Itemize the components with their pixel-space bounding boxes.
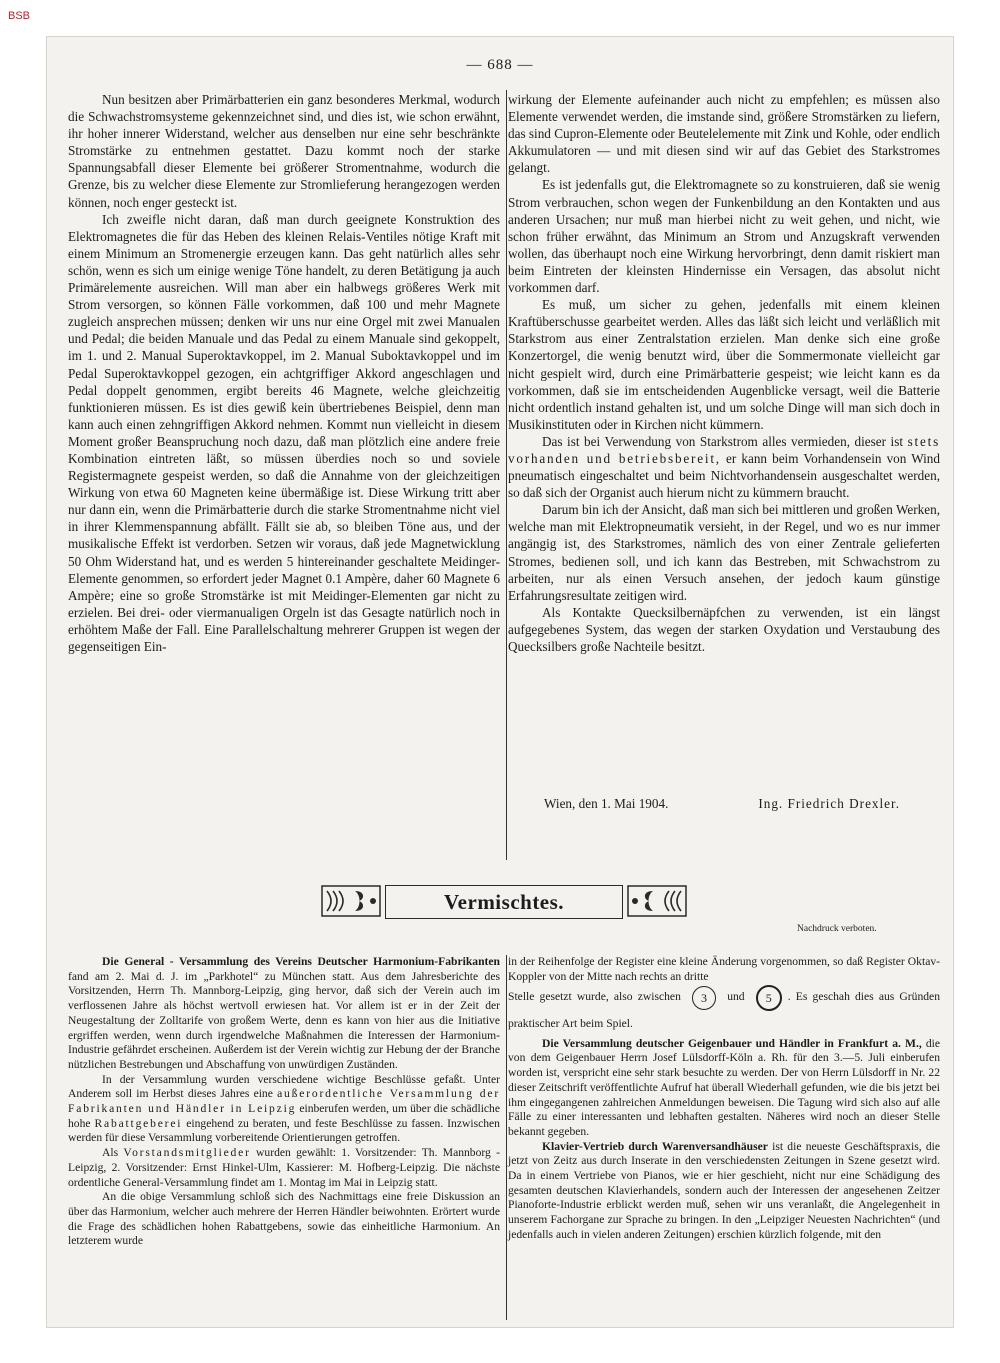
register-number-circle: 3 bbox=[692, 986, 716, 1010]
text-run: In der Versammlung wurden verschiedene wichtige Beschlüsse gefaßt. Unter Anderem soll im Herbst dieses Jahres eine bbox=[68, 1072, 500, 1101]
news-item bbox=[508, 1140, 940, 1243]
text-run: wurden gewählt: 1. Vorsitzender: Th. Mannborg - Leipzig, 2. Vorsitzender: Ernst Hinkel-Ulm, Kassierer: M. Hofberg-Leipzig. Die nächste ordentliche General-Versammlung findet am 1. Montag im Mai in Leipzig statt. bbox=[68, 1146, 500, 1189]
ornament-right-icon bbox=[627, 885, 687, 917]
page-number: — 688 — bbox=[466, 57, 534, 73]
article-paragraph bbox=[508, 433, 940, 501]
text-run: eingehend zu beraten, und feste Beschlüsse zu fassen. Inzwischen werden für diese Versammlung vorbereitende Orientierungen getroffen. bbox=[68, 1116, 500, 1145]
section-title: Vermischtes. bbox=[443, 890, 565, 914]
news-item bbox=[508, 1037, 940, 1140]
article-left-column bbox=[68, 91, 500, 655]
text-run: die von dem Geigenbauer Herrn Josef Lülsdorff-Köln a. Rh. für den 3.—5. Juli einberufen worden ist, verspricht eine sehr stark besuchte zu werden. Der von Herrn Lülsdorff in Nr. 22 dieser Zeitschrift veröffentlichte Aufruf hat überall Wiederhall gefunden, wie die bis jetzt bei ihm eingegangenen zahlreichen Anmeldungen beweisen. Die Tagung wird sich also auf alle Fälle zu einer interessanten und lebhaften gestalten. Näheres wird noch an dieser Stelle bekannt gegeben. bbox=[508, 1036, 941, 1138]
column-divider bbox=[506, 955, 507, 1320]
register-number-circle: 5 bbox=[756, 985, 782, 1011]
spaced-emphasis: Vorstandsmitglieder bbox=[123, 1146, 251, 1160]
article-right-column bbox=[508, 91, 940, 655]
reprint-notice: Nachdruck verboten. bbox=[797, 924, 877, 934]
text-run: Stelle gesetzt wurde, also zwischen bbox=[508, 990, 681, 1004]
news-item: An die obige Versammlung schloß sich des Nachmittags eine freie Diskussion an über das Harmonium, welcher auch mehrere der Herren Händler beiwohnten. Erörtert wurde die Frage des schädlichen hohen Rabattgebens, sowie das einheitliche Harmonium. An letzterem wurde bbox=[68, 1190, 500, 1248]
spaced-emphasis: stets vorhanden und betriebsbereit, bbox=[508, 433, 941, 466]
news-headline: Klavier-Vertrieb durch Warenversandhäuser bbox=[542, 1139, 768, 1153]
section-header bbox=[315, 885, 693, 919]
ornament-left-icon bbox=[321, 885, 381, 917]
signature-author: Ing. Friedrich Drexler. bbox=[758, 796, 900, 811]
text-run: und bbox=[727, 990, 745, 1004]
spaced-emphasis: Rabattgeberei bbox=[94, 1116, 183, 1130]
article-paragraph: Es ist jedenfalls gut, die Elektromagnete so zu konstruieren, daß sie wenig Strom verbrauchen, schon wegen der Funkenbildung an den Kontakten und aus anderen Ursachen; nur muß man hierbei nicht zu weit gehen, und nicht, wie schon früher erwähnt, das Minimum an Strom und Anzugskraft verwenden wollen, das überhaupt noch eine Wirkung hervorbringt, denn damit riskiert man beim Eintreten der kleinsten Hindernisse ein Versagen, das absolut nicht vorkommen darf. bbox=[508, 177, 940, 296]
signature-date: Wien, den 1. Mai 1904. bbox=[544, 796, 669, 811]
news-headline: Die General - Versammlung des Vereins Deutscher Harmonium-Fabrikanten bbox=[102, 955, 500, 968]
article-paragraph: Nun besitzen aber Primärbatterien ein ganz besonderes Merkmal, wodurch die Schwachstromsysteme gekennzeichnet sind, und dies ist, wie schon erwähnt, ihr hoher innerer Widerstand, welcher aus denselben nur eine sehr beschränkte Stromstärke zu entnehmen gestattet. Dazu kommt noch der starke Spannungsabfall dieser Elemente bei größerer Stromentnahme, wodurch die Grenze, bis zu welcher diese Elemente zur Stromlieferung herangezogen werden können, noch enger gesteckt ist. bbox=[68, 92, 500, 210]
news-headline: Die Versammlung deutscher Geigenbauer und Händler in Frankfurt a. M., bbox=[542, 1036, 922, 1050]
news-item bbox=[68, 1146, 500, 1190]
news-item bbox=[68, 955, 500, 1073]
article-paragraph: Es muß, um sicher zu gehen, jedenfalls mit einem kleinen Kraftüberschusse gearbeitet werden. Alles das läßt sich leicht und verläßlich mit Starkstrom aus einer Zentralstation erzielen. Man denke sich eine große Konzertorgel, die wenig benutzt wird, über die Sommermonate vielleicht gar nicht gespielt wird, durch eine Primärbatterie gespeist; wie leicht kann es da vorkommen, daß sie im entscheidenden Augenblicke versagt, weil die Batterie nicht ordentlich instand gehalten ist, und um solche Dinge will man sich doch in Musikinstituten oder in Kirchen nicht kümmern. bbox=[508, 297, 940, 432]
newspaper-page bbox=[46, 36, 954, 1328]
article-paragraph: Ich zweifle nicht daran, daß man durch geeignete Konstruktion des Elektromagnetes die für das Heben des kleinen Relais-Ventiles nötige Kraft mit einem Minimum an Stromenergie erzeugen kann. Das geht natürlich alles sehr schön, wenn es sich um einige wenige Töne handelt, zu deren Betätigung ja auch Primärelemente ausreichen. Will man aber ein halbwegs größeres Werk mit Strom versorgen, so können Fälle vorkommen, daß 100 und mehr Magnete zugleich ansprechen müssen; denken wir uns nur eine Orgel mit zwei Manualen und Pedal; die beiden Manuale und das Pedal zu einem Manuale sind gekoppelt, im 1. und 2. Manual Superoktavkoppel, im 2. Manual Suboktavkoppel und im Pedal Superoktavkoppel gezogen, ein achtgriffiger Akkord angeschlagen und Pedal doppelt genommen, ergibt bereits 46 Magnete, welche gleichzeitig funktionieren müssen. Es ist dies gewiß kein übertriebenes Beispiel, denn man kann auch einen zehngriffigen Akkord nehmen. Kommt nun vielleicht in diesem Moment großer Beanspruchung noch dazu, daß man plötzlich eine andere freie Kombination eintreten läßt, so müssen überdies noch so und soviele Registermagnete gespeist werden, so daß die Annahme von der gleichzeitigen Wirkung von etwa 60 Magneten keine übermäßige ist. Diese Wirkung tritt aber nur dann ein, wenn die Primärbatterie durch die starke Stromentnahme nicht viel in ihrer Klemmenspannung abfällt. Fällt sie ab, so bleiben Töne aus, und der musikalische Effekt ist verdorben. Setzen wir voraus, daß jede Magnetwicklung 50 Ohm Widerstand hat, und es werden 5 hintereinander geschaltete Meidinger-Elemente genommen, so erfordert jeder Magnet 0.1 Ampère, daher 60 Magnete 6 Ampère; eine so große Stromstärke ist mit Meidinger-Elementen gar nicht zu erzielen. Bei drei- oder viermanualigen Orgeln ist das Gesagte natürlich noch in erhöhtem Maße der Fall. Eine Parallelschaltung mehrerer Gruppen ist wegen der gegenseitigen Ein- bbox=[68, 211, 500, 654]
news-item: in der Reihenfolge der Register eine kleine Änderung vorgenommen, so daß Register Oktav-Koppler von der Mitte nach rechts an dritte bbox=[508, 955, 940, 983]
article-paragraph: wirkung der Elemente aufeinander auch nicht zu empfehlen; es müssen also Elemente verwendet werden, die imstande sind, größere Stromstärken zu liefern, das sind Cupron-Elemente oder Beutelelemente mit Zink und Kohle, oder endlich Akkumulatoren — und mit diesen sind wir auf das Gebiet des Starkstromes gelangt. bbox=[508, 92, 940, 176]
spaced-emphasis: außerordentliche Versammlung der Fabrikanten und Händler in Leipzig bbox=[68, 1087, 501, 1116]
text-run: fand am 2. Mai d. J. im „Parkhotel“ zu München statt. Aus dem Jahresberichte des Vorsitzenden, Herrn Th. Mannborg-Leipzig, ging hervor, daß sich der Verein auch im verflossenen Jahre als höchst wertvoll erwiesen hat. Vor allem ist er in der Zeit der Neugestaltung der Zolltarife von großem Werte, denn es kann von hier aus die Initiative ergriffen werden, wenn durch irgendwelche Maßnahmen die Interessen der Harmonium-Industrie gefährdet erscheinen. Außerdem ist der Verein wichtig zur Hebung der der Branche nützlichen Bestrebungen und Abschaffung von unwürdigen Zuständen. bbox=[68, 969, 500, 1071]
text-run: einberufen werden, um über die schädliche hohe bbox=[68, 1102, 500, 1130]
article-paragraph: Als Kontakte Quecksilbernäpfchen zu verwenden, ist ein längst aufgegebenes System, das wegen der starken Oxydation und Verstaubung des Quecksilbers große Nachteile besitzt. bbox=[508, 604, 940, 654]
article-paragraph: Darum bin ich der Ansicht, daß man sich bei mittleren und großen Werken, welche man mit Elektropneumatik versieht, in der Regel, und wo es nur immer angängig ist, des Starkstromes, nämlich des von einer Zentrale gelieferten Stromes, bedienen soll, und ich kann das Bestreben, mit Schwachstrom zu arbeiten, nur als einen Versuch ansehen, der jedoch kaum günstige Erfahrungsresultate zeitigen wird. bbox=[508, 502, 940, 603]
news-left-column bbox=[68, 955, 500, 1249]
text-run: Als bbox=[102, 1146, 119, 1160]
news-item bbox=[68, 1073, 500, 1147]
section-title-box bbox=[385, 885, 623, 919]
news-item bbox=[508, 984, 940, 1036]
news-right-column bbox=[508, 955, 940, 1243]
column-divider bbox=[506, 90, 507, 860]
text-run: er kann beim Vorhandensein von Wind pneumatisch eingeschaltet und beim Nichtvorhandensein ausgeschaltet werden, so daß sich der Organist auch hierum nicht zu kümmern braucht. bbox=[508, 450, 940, 501]
text-run: . Es geschah dies aus Gründen praktischer Art beim Spiel. bbox=[508, 990, 940, 1030]
text-run: ist die neueste Geschäftspraxis, die jetzt von Zeitz aus durch Inserate in den verschiedensten Zeitungen in Szene gesetzt wird. Da in einem Vertriebe von Pianos, wie er hier geschieht, nicht nur eine Schädigung des gesamten deutschen Klavierhandels, sondern auch der Interessen der angesehenen Zeitzer Pianoforte-Industrie erblickt werden muß, sehen wir uns veranlaßt, die Angelegenheit in unserem Fachorgane zur Sprache zu bringen. In den „Leipziger Neuesten Nachrichten“ (und jedenfalls auch in vielen anderen Zeitungen) erschien kürzlich folgende, mit den bbox=[508, 1139, 940, 1241]
text-run: Das ist bei Verwendung von Starkstrom alles vermieden, dieser ist bbox=[542, 433, 904, 449]
library-watermark: BSB bbox=[8, 10, 31, 22]
